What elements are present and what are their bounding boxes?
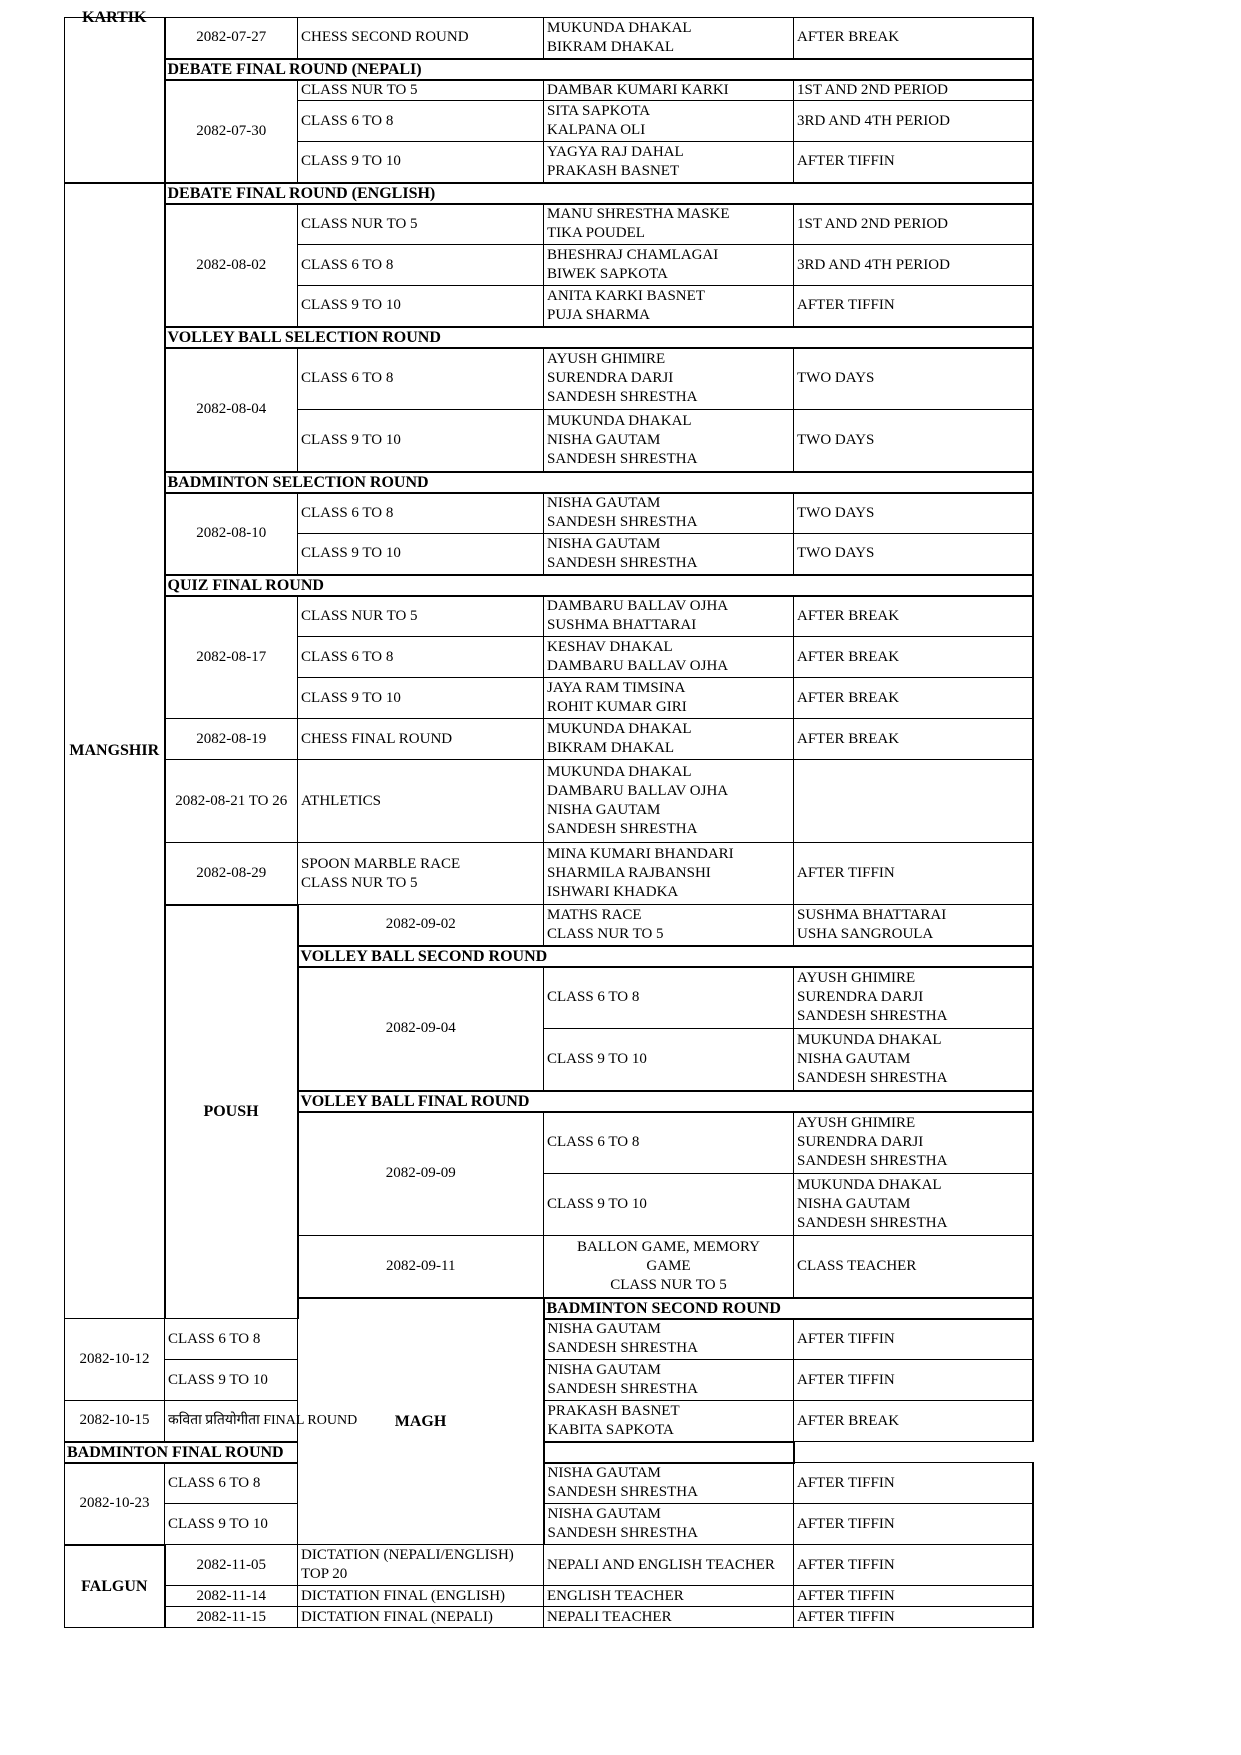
table-row — [65, 760, 1033, 843]
time-cell: AFTER BREAK — [794, 1401, 1033, 1442]
teacher-cell: NISHA GAUTAM SANDESH SHRESTHA — [544, 1504, 794, 1545]
table-row — [65, 1360, 1033, 1401]
event-cell: DICTATION FINAL (ENGLISH) — [298, 1586, 544, 1607]
teacher-cell: DAMBAR KUMARI KARKI — [544, 80, 794, 101]
teacher-cell: NISHA GAUTAM SANDESH SHRESTHA — [544, 1319, 794, 1360]
time-cell: AFTER TIFFIN — [794, 1586, 1033, 1607]
table-row — [65, 18, 1033, 59]
time-cell: AFTER BREAK — [794, 719, 1033, 760]
event-cell: DICTATION (NEPALI/ENGLISH) TOP 20 — [298, 1545, 544, 1586]
class-cell: CLASS 6 TO 8 — [544, 1112, 794, 1174]
event-cell: ATHLETICS — [298, 760, 544, 843]
event-cell: SPOON MARBLE RACE CLASS NUR TO 5 — [298, 843, 544, 905]
time-cell: TWO DAYS — [794, 493, 1033, 534]
teacher-cell: MUKUNDA DHAKAL NISHA GAUTAM SANDESH SHRESTHA — [794, 1029, 1033, 1091]
class-cell: CLASS 6 TO 8 — [298, 348, 544, 410]
class-cell: CLASS NUR TO 5 — [298, 596, 544, 637]
time-cell: 3RD AND 4TH PERIOD — [794, 101, 1033, 142]
class-cell: CLASS 9 TO 10 — [165, 1360, 298, 1401]
event-cell: DICTATION FINAL (NEPALI) — [298, 1607, 544, 1628]
date-cell: 2082-09-11 — [298, 1236, 544, 1298]
time-cell — [794, 760, 1033, 843]
date-cell: 2082-08-04 — [165, 348, 298, 472]
section-header: BADMINTON SECOND ROUND — [544, 1298, 1033, 1319]
class-cell: CLASS 6 TO 8 — [298, 101, 544, 142]
date-cell: 2082-11-05 — [165, 1545, 298, 1586]
time-cell: AFTER TIFFIN — [794, 1545, 1033, 1586]
teacher-cell: SUSHMA BHATTARAI USHA SANGROULA — [794, 905, 1033, 946]
class-cell: CLASS 6 TO 8 — [298, 637, 544, 678]
teacher-cell: CLASS TEACHER — [794, 1236, 1033, 1298]
schedule-sheet — [64, 9, 1032, 1628]
section-header: BADMINTON FINAL ROUND — [65, 1442, 794, 1463]
teacher-cell: AYUSH GHIMIRE SURENDRA DARJI SANDESH SHRESTHA — [544, 348, 794, 410]
section-header: BADMINTON SELECTION ROUND — [165, 472, 1033, 493]
time-cell: AFTER BREAK — [794, 18, 1033, 59]
time-cell: AFTER TIFFIN — [794, 286, 1033, 327]
teacher-cell: NISHA GAUTAM SANDESH SHRESTHA — [544, 1360, 794, 1401]
class-cell: CLASS 9 TO 10 — [298, 142, 544, 183]
teacher-cell: KESHAV DHAKAL DAMBARU BALLAV OJHA — [544, 637, 794, 678]
teacher-cell: NEPALI AND ENGLISH TEACHER — [544, 1545, 794, 1586]
date-cell: 2082-09-02 — [298, 905, 544, 946]
class-cell: CLASS 6 TO 8 — [544, 967, 794, 1029]
date-cell: 2082-08-19 — [165, 719, 298, 760]
section-header-row — [65, 472, 1033, 493]
teacher-cell: MUKUNDA DHAKAL NISHA GAUTAM SANDESH SHRESTHA — [794, 1174, 1033, 1236]
date-cell: 2082-10-12 — [65, 1319, 165, 1401]
event-cell: CHESS FINAL ROUND — [298, 719, 544, 760]
date-cell: 2082-07-27 — [165, 18, 298, 59]
teacher-cell: MUKUNDA DHAKAL NISHA GAUTAM SANDESH SHRESTHA — [544, 410, 794, 472]
month-falgun: FALGUN — [65, 1545, 165, 1628]
month-poush: POUSH — [165, 905, 298, 1319]
time-cell: AFTER BREAK — [794, 637, 1033, 678]
teacher-cell: NEPALI TEACHER — [544, 1607, 794, 1628]
time-cell: AFTER TIFFIN — [794, 1319, 1033, 1360]
class-cell: CLASS 9 TO 10 — [298, 534, 544, 575]
section-header: DEBATE FINAL ROUND (ENGLISH) — [165, 183, 1033, 204]
date-cell: 2082-08-02 — [165, 204, 298, 327]
teacher-cell: AYUSH GHIMIRE SURENDRA DARJI SANDESH SHRESTHA — [794, 967, 1033, 1029]
time-cell: TWO DAYS — [794, 410, 1033, 472]
table-row — [65, 905, 1033, 946]
time-cell: TWO DAYS — [794, 348, 1033, 410]
class-cell: CLASS 6 TO 8 — [298, 245, 544, 286]
event-cell: BALLON GAME, MEMORY GAME CLASS NUR TO 5 — [544, 1236, 794, 1298]
class-cell: CLASS 9 TO 10 — [298, 286, 544, 327]
date-cell: 2082-11-14 — [165, 1586, 298, 1607]
table-row — [65, 1463, 1033, 1504]
time-cell: AFTER TIFFIN — [794, 843, 1033, 905]
teacher-cell: YAGYA RAJ DAHAL PRAKASH BASNET — [544, 142, 794, 183]
teacher-cell: NISHA GAUTAM SANDESH SHRESTHA — [544, 534, 794, 575]
teacher-cell: MUKUNDA DHAKAL DAMBARU BALLAV OJHA NISHA GAUTAM SANDESH SHRESTHA — [544, 760, 794, 843]
teacher-cell: SITA SAPKOTA KALPANA OLI — [544, 101, 794, 142]
teacher-cell: MINA KUMARI BHANDARI SHARMILA RAJBANSHI ISHWARI KHADKA — [544, 843, 794, 905]
teacher-cell: ENGLISH TEACHER — [544, 1586, 794, 1607]
event-cell: MATHS RACE CLASS NUR TO 5 — [544, 905, 794, 946]
section-header-row — [65, 327, 1033, 348]
month-kartik: KARTIK — [65, 18, 165, 183]
section-header-row — [65, 183, 1033, 204]
table-row — [65, 719, 1033, 760]
teacher-cell: MUKUNDA DHAKAL BIKRAM DHAKAL — [544, 18, 794, 59]
date-cell: 2082-08-17 — [165, 596, 298, 719]
teacher-cell: PRAKASH BASNET KABITA SAPKOTA — [544, 1401, 794, 1442]
date-cell: 2082-09-09 — [298, 1112, 544, 1236]
section-header: VOLLEY BALL SELECTION ROUND — [165, 327, 1033, 348]
teacher-cell: DAMBARU BALLAV OJHA SUSHMA BHATTARAI — [544, 596, 794, 637]
table-row — [65, 80, 1033, 101]
date-cell: 2082-07-30 — [165, 80, 298, 183]
class-cell: CLASS 6 TO 8 — [165, 1463, 298, 1504]
date-cell: 2082-08-10 — [165, 493, 298, 575]
section-header: DEBATE FINAL ROUND (NEPALI) — [165, 59, 1033, 80]
teacher-cell: AYUSH GHIMIRE SURENDRA DARJI SANDESH SHRESTHA — [794, 1112, 1033, 1174]
table-row — [65, 1586, 1033, 1607]
date-cell: 2082-09-04 — [298, 967, 544, 1091]
section-header-row — [65, 575, 1033, 596]
time-cell: 3RD AND 4TH PERIOD — [794, 245, 1033, 286]
table-row — [65, 493, 1033, 534]
month-mangshir: MANGSHIR — [65, 183, 165, 1319]
time-cell: AFTER BREAK — [794, 678, 1033, 719]
class-cell: CLASS 6 TO 8 — [165, 1319, 298, 1360]
time-cell: AFTER TIFFIN — [794, 1607, 1033, 1628]
time-cell: AFTER BREAK — [794, 596, 1033, 637]
month-magh: MAGH — [298, 1298, 544, 1545]
time-cell: AFTER TIFFIN — [794, 1360, 1033, 1401]
section-header-row — [65, 1442, 1033, 1463]
section-header: QUIZ FINAL ROUND — [165, 575, 1033, 596]
time-cell: AFTER TIFFIN — [794, 142, 1033, 183]
time-cell: 1ST AND 2ND PERIOD — [794, 80, 1033, 101]
class-cell: CLASS 9 TO 10 — [544, 1174, 794, 1236]
class-cell: CLASS 6 TO 8 — [298, 493, 544, 534]
date-cell: 2082-08-21 TO 26 — [165, 760, 298, 843]
event-cell: CHESS SECOND ROUND — [298, 18, 544, 59]
table-row — [65, 1545, 1033, 1586]
class-cell: CLASS NUR TO 5 — [298, 204, 544, 245]
date-cell: 2082-10-15 — [65, 1401, 165, 1442]
teacher-cell: NISHA GAUTAM SANDESH SHRESTHA — [544, 493, 794, 534]
date-cell: 2082-08-29 — [165, 843, 298, 905]
time-cell: AFTER TIFFIN — [794, 1504, 1033, 1545]
teacher-cell: MANU SHRESTHA MASKE TIKA POUDEL — [544, 204, 794, 245]
section-header: VOLLEY BALL SECOND ROUND — [298, 946, 1033, 967]
class-cell: CLASS 9 TO 10 — [298, 410, 544, 472]
class-cell: CLASS 9 TO 10 — [544, 1029, 794, 1091]
time-cell: AFTER TIFFIN — [794, 1463, 1033, 1504]
event-cell: कविता प्रतियोगीता FINAL ROUND — [165, 1401, 298, 1442]
time-cell: 1ST AND 2ND PERIOD — [794, 204, 1033, 245]
class-cell: CLASS 9 TO 10 — [298, 678, 544, 719]
teacher-cell: BHESHRAJ CHAMLAGAI BIWEK SAPKOTA — [544, 245, 794, 286]
table-row — [65, 348, 1033, 410]
table-row — [65, 1504, 1033, 1545]
table-row — [65, 843, 1033, 905]
table-row — [65, 204, 1033, 245]
date-cell: 2082-10-23 — [65, 1463, 165, 1545]
teacher-cell: NISHA GAUTAM SANDESH SHRESTHA — [544, 1463, 794, 1504]
time-cell: TWO DAYS — [794, 534, 1033, 575]
class-cell: CLASS NUR TO 5 — [298, 80, 544, 101]
teacher-cell: MUKUNDA DHAKAL BIKRAM DHAKAL — [544, 719, 794, 760]
section-header-row — [65, 59, 1033, 80]
table-row — [65, 1319, 1033, 1360]
section-header: VOLLEY BALL FINAL ROUND — [298, 1091, 1033, 1112]
teacher-cell: JAYA RAM TIMSINA ROHIT KUMAR GIRI — [544, 678, 794, 719]
teacher-cell: ANITA KARKI BASNET PUJA SHARMA — [544, 286, 794, 327]
table-row — [65, 1401, 1033, 1442]
date-cell: 2082-11-15 — [165, 1607, 298, 1628]
activity-schedule-table — [64, 9, 1034, 1628]
class-cell: CLASS 9 TO 10 — [165, 1504, 298, 1545]
table-row — [65, 596, 1033, 637]
table-row — [65, 1607, 1033, 1628]
